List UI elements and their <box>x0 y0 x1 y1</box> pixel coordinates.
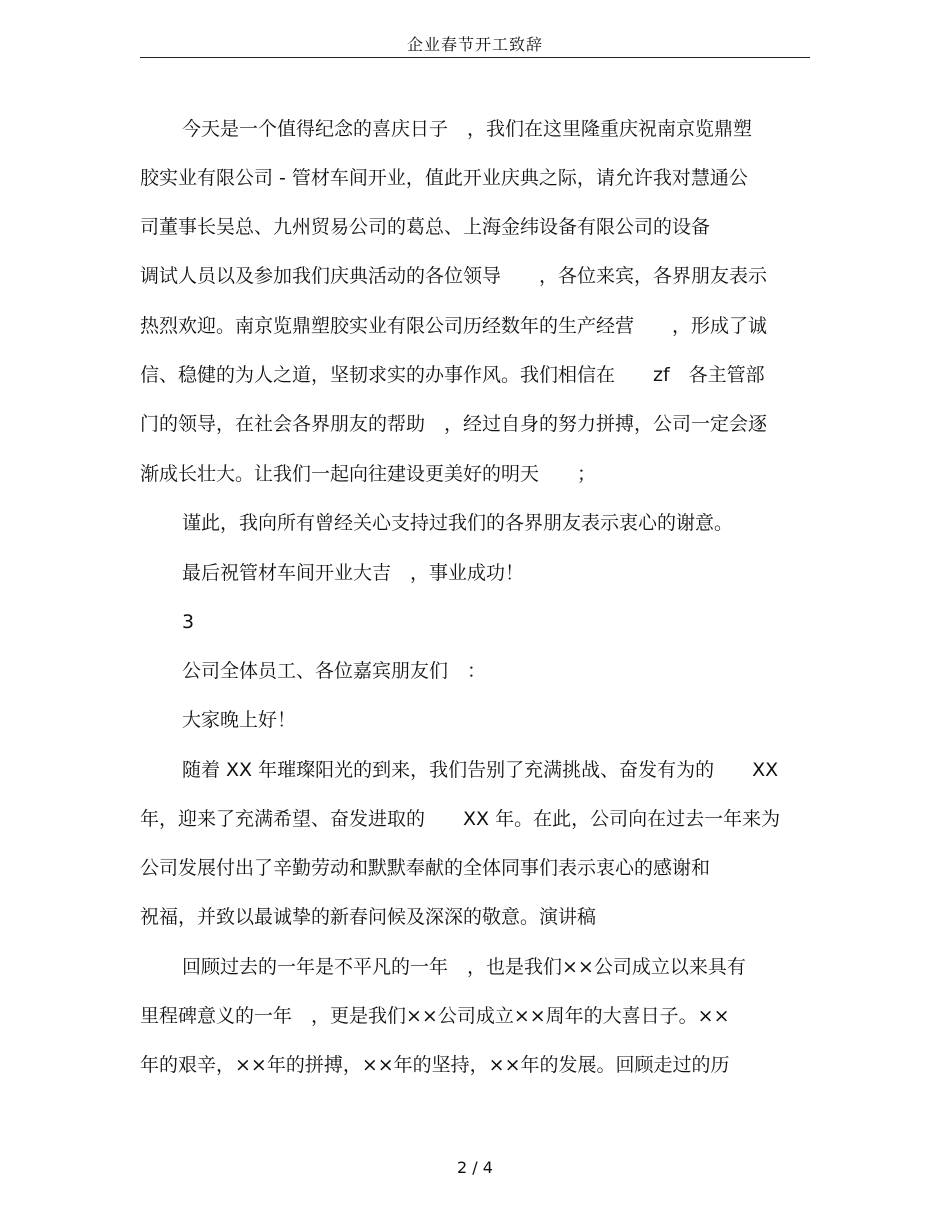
header-rule <box>140 57 810 58</box>
paragraph-line: 最后祝管材车间开业大吉 ，事业成功！ <box>182 562 525 584</box>
page-header-title: 企业春节开工致辞 <box>406 35 543 54</box>
paragraph-line: 门的领导，在社会各界朋友的帮助 ，经过自身的努力拼搏，公司一定会逐 <box>140 413 768 435</box>
greeting-line: 大家晚上好！ <box>182 709 297 731</box>
paragraph-line: 年的艰辛，××年的拼搏，××年的坚持，××年的发展。回顾走过的历 <box>140 1054 730 1076</box>
page-number: 2 / 4 <box>457 1158 493 1177</box>
paragraph-line: 今天是一个值得纪念的喜庆日子 ，我们在这里隆重庆祝南京览鼎塑 <box>182 118 753 140</box>
paragraph-line: 公司发展付出了辛勤劳动和默默奉献的全体同事们表示衷心的感谢和 <box>140 857 711 879</box>
paragraph-line: 热烈欢迎。南京览鼎塑胶实业有限公司历经数年的生产经营 ，形成了诚 <box>140 315 768 337</box>
paragraph-line: 调试人员以及参加我们庆典活动的各位领导 ，各位来宾，各界朋友表示 <box>140 265 768 287</box>
salutation-line: 公司全体员工、各位嘉宾朋友们 ： <box>182 660 487 682</box>
paragraph-line: 司董事长吴总、九州贸易公司的葛总、上海金纬设备有限公司的设备 <box>140 216 711 238</box>
paragraph-line: 回顾过去的一年是不平凡的一年 ，也是我们××公司成立以来具有 <box>182 956 746 978</box>
paragraph-line: 随着 XX 年璀璨阳光的到来，我们告别了充满挑战、奋发有为的 XX <box>182 759 779 781</box>
section-number: 3 <box>182 611 195 633</box>
paragraph-line: 谨此，我向所有曾经关心支持过我们的各界朋友表示衷心的谢意。 <box>182 512 734 534</box>
paragraph-line: 年，迎来了充满希望、奋发进取的 XX 年。在此，公司向在过去一年来为 <box>140 808 781 830</box>
paragraph-line: 里程碑意义的一年 ，更是我们××公司成立××周年的大喜日子。×× <box>140 1005 730 1027</box>
paragraph-line: 渐成长壮大。让我们一起向往建设更美好的明天 ； <box>140 463 597 485</box>
paragraph-line: 信、稳健的为人之道，坚韧求实的办事作风。我们相信在 zf 各主管部 <box>140 364 765 386</box>
paragraph-line: 胶实业有限公司 - 管材车间开业，值此开业庆典之际，请允许我对慧通公 <box>140 167 748 189</box>
paragraph-line: 祝福，并致以最诚挚的新春问候及深深的敬意。演讲稿 <box>140 906 597 928</box>
